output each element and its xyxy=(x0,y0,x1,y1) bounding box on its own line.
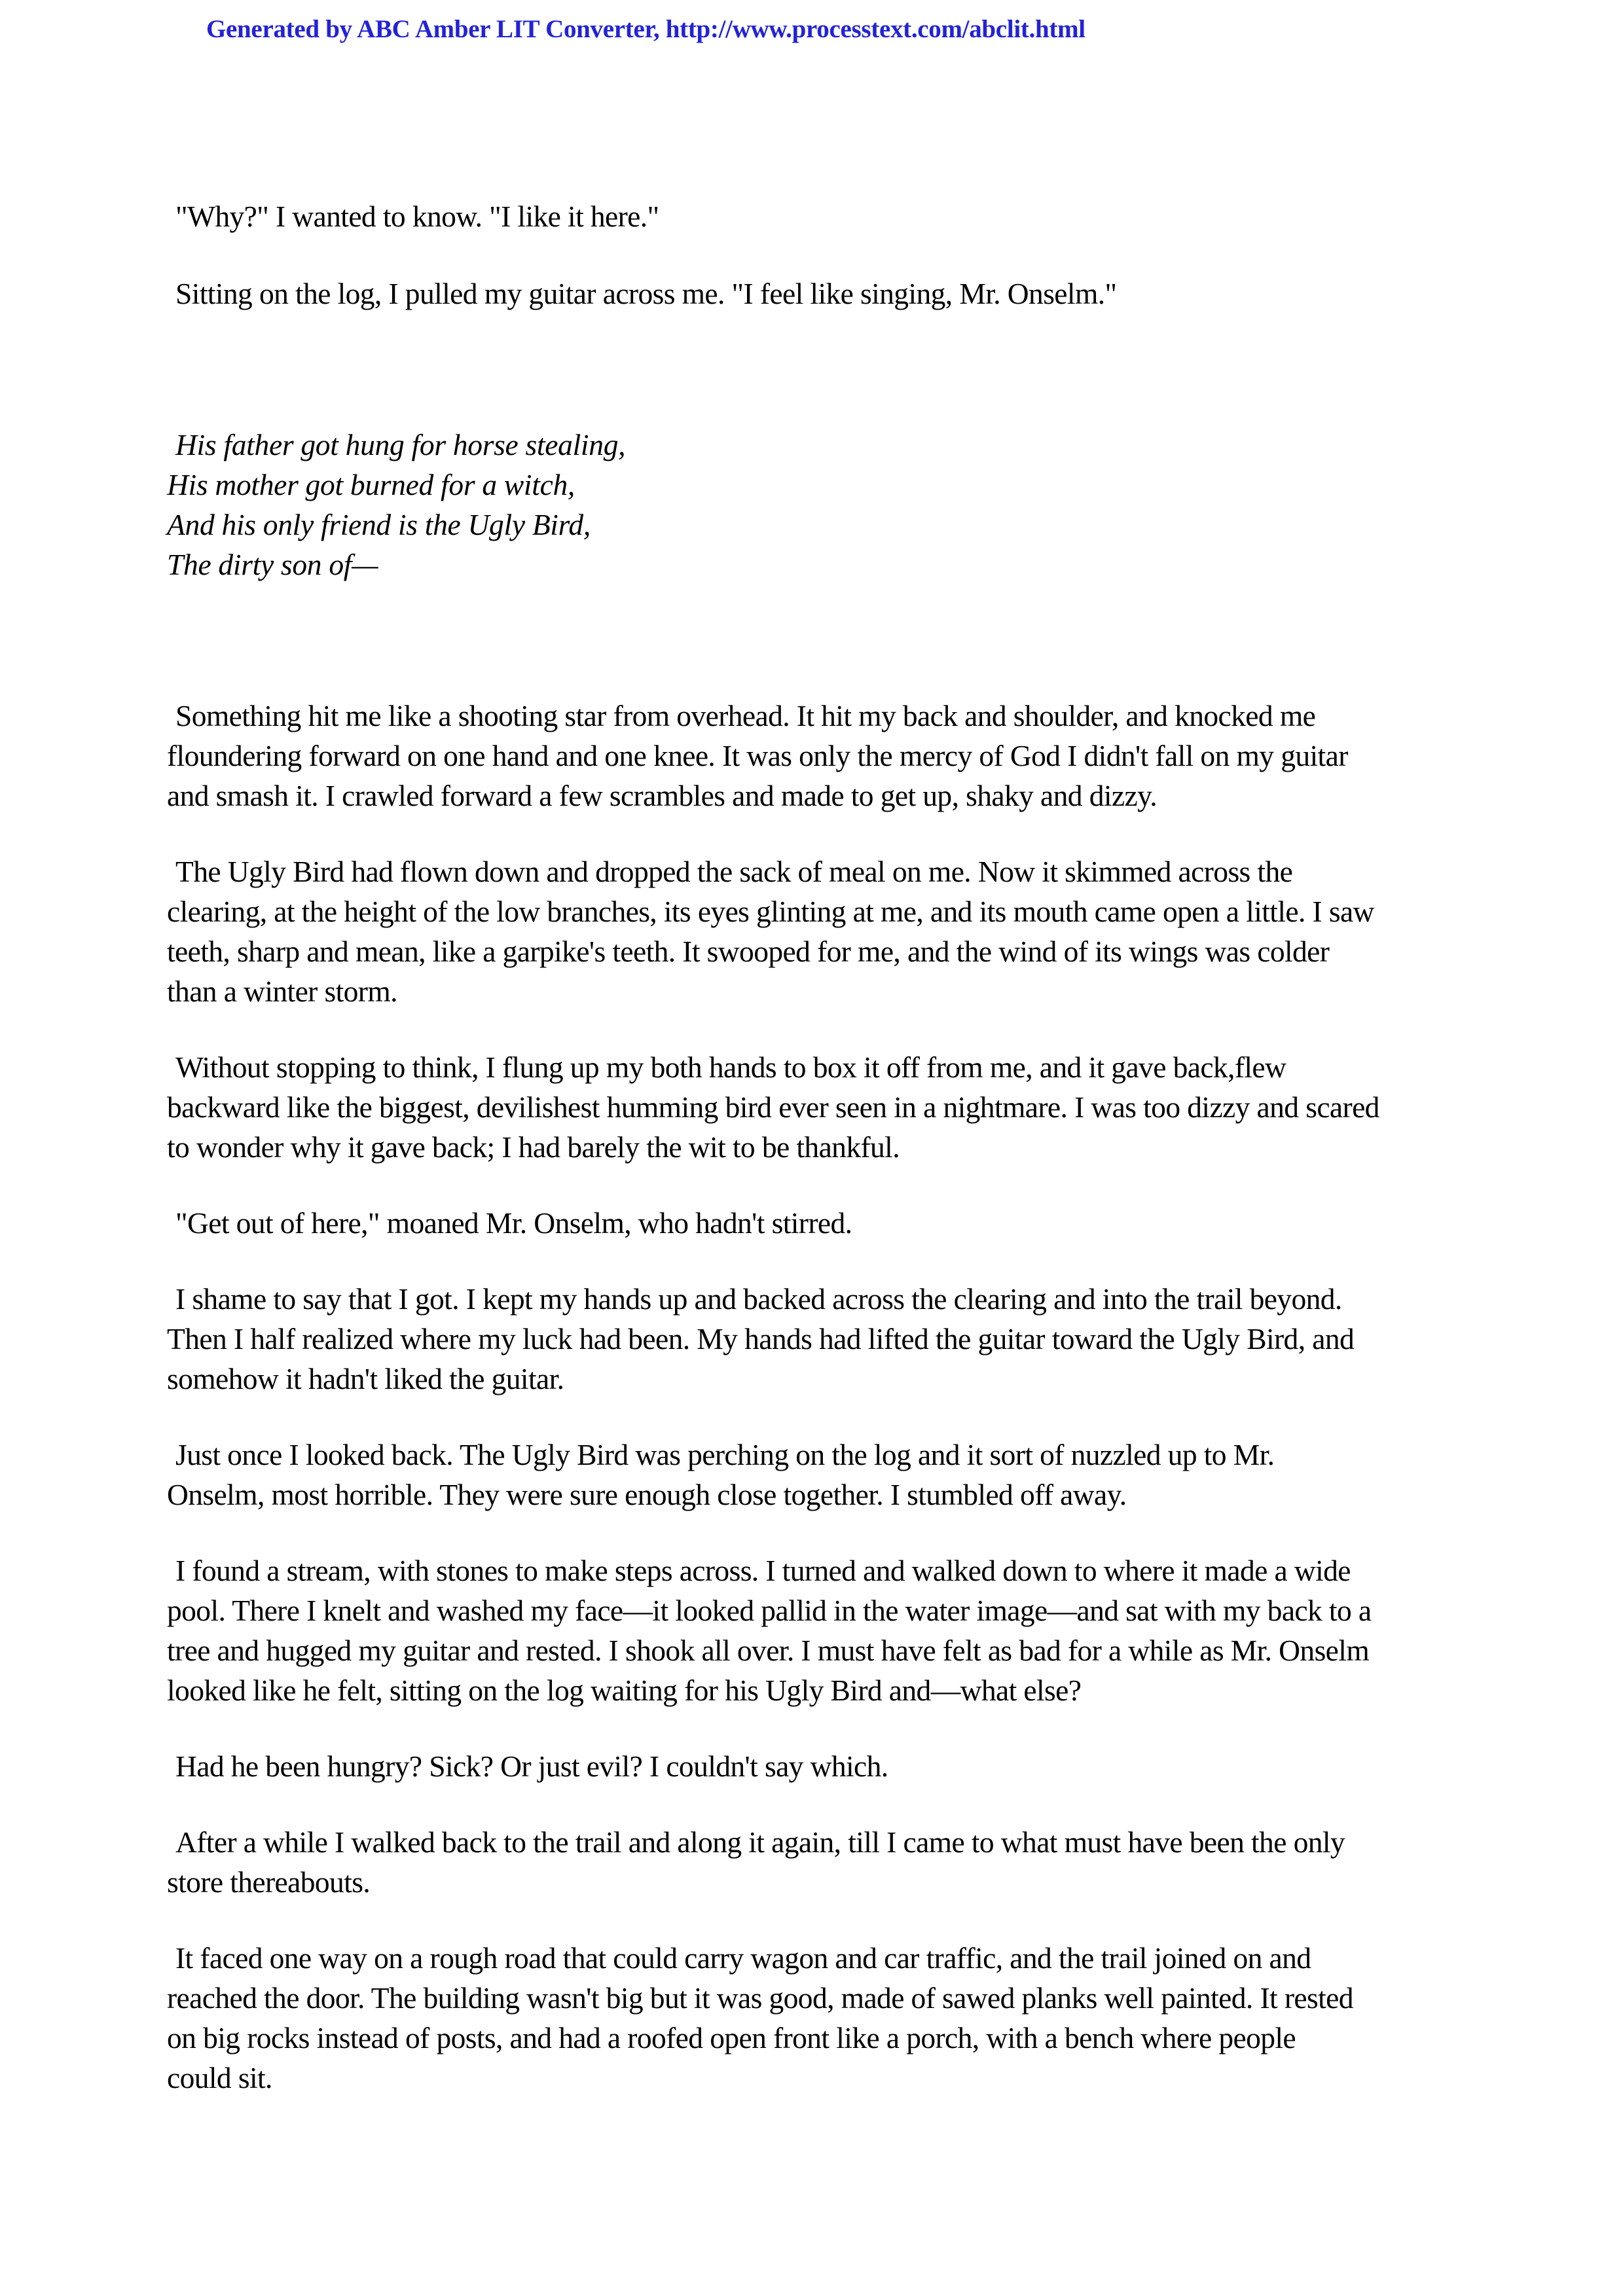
paragraph xyxy=(167,1435,1489,1515)
text-line: clearing, at the height of the low branches, its eyes glinting at me, and its mouth came open a little. I saw xyxy=(167,895,1374,928)
text-line: After a while I walked back to the trail and along it again, till I came to what must have been the only xyxy=(175,1825,1345,1859)
verse-line: His mother got burned for a witch, xyxy=(167,468,575,501)
paragraph xyxy=(167,1279,1489,1399)
text-line: backward like the biggest, devilishest humming bird ever seen in a nightmare. I was too dizzy and scared xyxy=(167,1090,1379,1124)
text-line: Then I half realized where my luck had been. My hands had lifted the guitar toward the Ugly Bird, and xyxy=(167,1322,1355,1355)
text-line: Without stopping to think, I flung up my both hands to box it off from me, and it gave back,flew xyxy=(175,1050,1286,1084)
paragraph xyxy=(167,1203,1489,1243)
paragraph xyxy=(167,1746,1489,1786)
paragraph xyxy=(167,196,1489,236)
verse-line: The dirty son of— xyxy=(167,548,378,581)
page-body xyxy=(167,196,1489,2098)
text-line: It faced one way on a rough road that could carry wagon and car traffic, and the trail joined on and xyxy=(175,1941,1311,1975)
text-line: Something hit me like a shooting star from overhead. It hit my back and shoulder, and knocked me xyxy=(175,699,1316,732)
paragraph xyxy=(167,274,1489,314)
paragraph xyxy=(167,696,1489,816)
text-line: than a winter storm. xyxy=(167,975,397,1008)
paragraph xyxy=(167,852,1489,1011)
text-line: Sitting on the log, I pulled my guitar across me. "I feel like singing, Mr. Onselm." xyxy=(175,277,1117,310)
paragraph xyxy=(167,1822,1489,1902)
converter-header: Generated by ABC Amber LIT Converter, http://www.processtext.com/abclit.html xyxy=(206,15,1085,43)
text-line: I shame to say that I got. I kept my hands up and backed across the clearing and into the trail beyond. xyxy=(175,1282,1342,1316)
text-line: reached the door. The building wasn't big but it was good, made of sawed planks well painted. It rested xyxy=(167,1981,1353,2015)
paragraph xyxy=(167,1938,1489,2098)
text-line: Had he been hungry? Sick? Or just evil? I couldn't say which. xyxy=(175,1749,888,1783)
text-line: I found a stream, with stones to make steps across. I turned and walked down to where it made a wide xyxy=(175,1554,1351,1587)
text-line: looked like he felt, sitting on the log waiting for his Ugly Bird and—what else? xyxy=(167,1674,1082,1707)
text-line: teeth, sharp and mean, like a garpike's teeth. It swooped for me, and the wind of its wings was colder xyxy=(167,935,1330,968)
text-line: on big rocks instead of posts, and had a roofed open front like a porch, with a bench where people xyxy=(167,2021,1296,2054)
verse-line: His father got hung for horse stealing, xyxy=(175,428,626,461)
verse-line: And his only friend is the Ugly Bird, xyxy=(167,508,591,541)
text-line: floundering forward on one hand and one knee. It was only the mercy of God I didn't fall on my guitar xyxy=(167,739,1348,772)
text-line: to wonder why it gave back; I had barely the wit to be thankful. xyxy=(167,1130,900,1164)
text-line: and smash it. I crawled forward a few scrambles and made to get up, shaky and dizzy. xyxy=(167,779,1158,812)
song-verse xyxy=(167,425,1489,584)
text-line: Onselm, most horrible. They were sure enough close together. I stumbled off away. xyxy=(167,1478,1127,1511)
text-line: Just once I looked back. The Ugly Bird was perching on the log and it sort of nuzzled up to Mr. xyxy=(175,1438,1275,1471)
paragraph xyxy=(167,1551,1489,1710)
text-line: "Get out of here," moaned Mr. Onselm, who hadn't stirred. xyxy=(175,1206,852,1240)
text-line: store thereabouts. xyxy=(167,1865,371,1899)
text-line: "Why?" I wanted to know. "I like it here." xyxy=(175,200,659,233)
text-line: tree and hugged my guitar and rested. I shook all over. I must have felt as bad for a while as Mr. Onselm xyxy=(167,1634,1370,1667)
text-line: pool. There I knelt and washed my face—it looked pallid in the water image—and sat with my back to a xyxy=(167,1594,1372,1627)
paragraph xyxy=(167,1047,1489,1167)
text-line: The Ugly Bird had flown down and dropped the sack of meal on me. Now it skimmed across the xyxy=(175,855,1293,888)
text-line: could sit. xyxy=(167,2061,272,2094)
text-line: somehow it hadn't liked the guitar. xyxy=(167,1362,564,1395)
